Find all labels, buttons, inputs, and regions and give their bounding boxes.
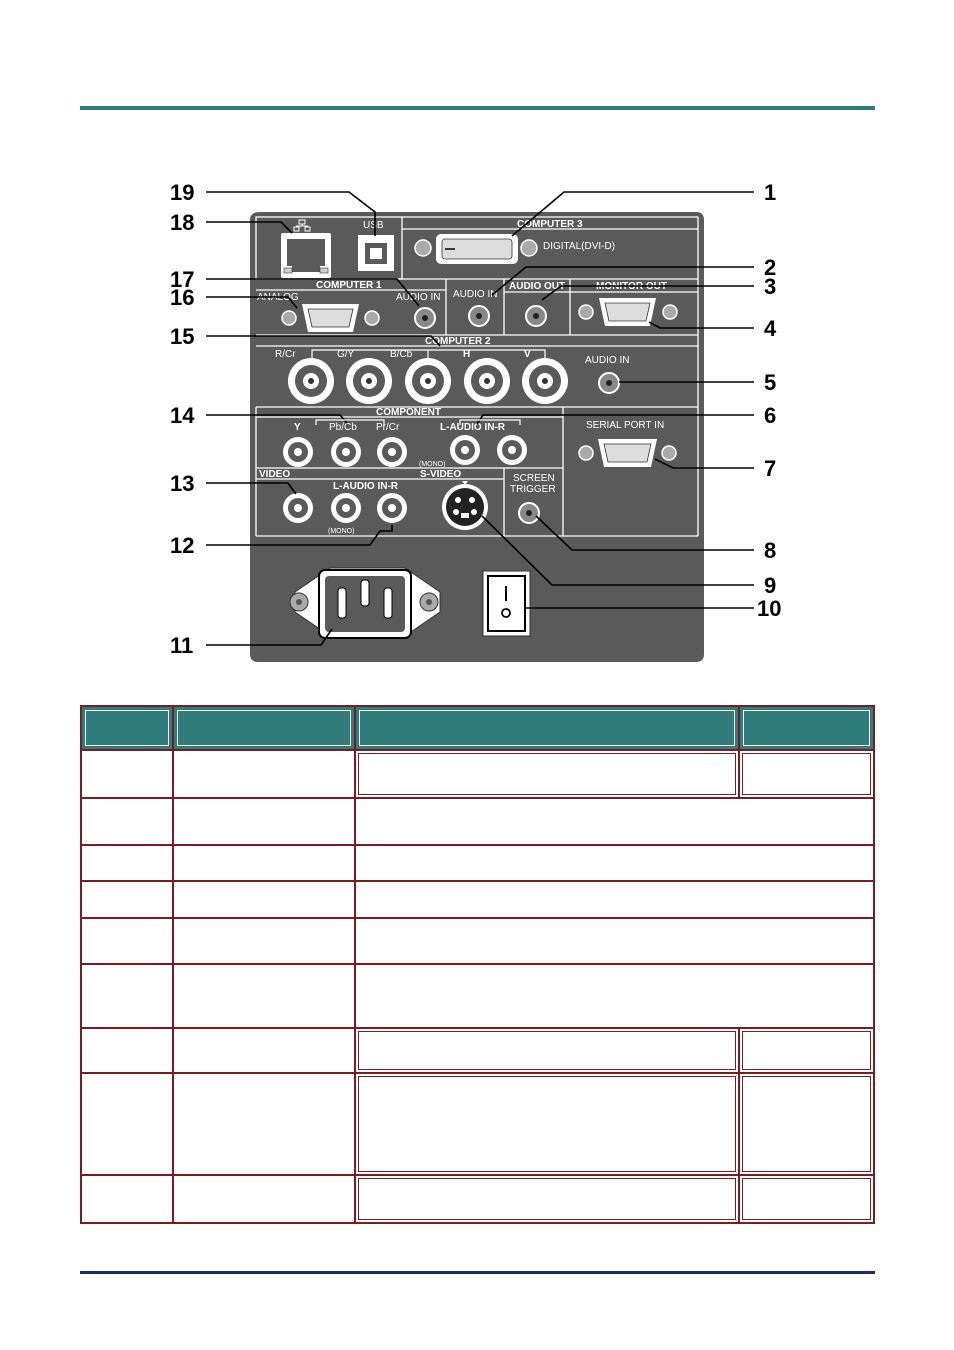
table-cell [355,881,874,918]
table-cell [355,845,874,881]
table-cell [173,798,355,845]
callout-19: 19 [170,180,195,205]
label-computer3: COMPUTER 3 [517,219,583,230]
table-header-cell [739,706,874,750]
table-cell [81,1073,173,1175]
callout-10: 10 [757,596,782,621]
label-component: COMPONENT [376,407,441,418]
callout-7: 7 [764,456,777,481]
callout-12: 12 [170,533,195,558]
table-cell [173,1175,355,1223]
table-row [81,750,874,798]
label-pr-cr: Pr/Cr [376,422,400,433]
label-pb-cb: Pb/Cb [329,422,357,433]
label-s-video: S-VIDEO [420,469,462,480]
table-header-cell [355,706,739,750]
table-cell [739,1175,874,1223]
label-audio-in-computer2: AUDIO IN [585,355,630,366]
label-screen: SCREEN [513,473,555,484]
label-r-cr: R/Cr [275,349,296,360]
table-cell [355,1028,739,1073]
callout-17: 17 [170,267,195,292]
table-cell [173,845,355,881]
label-h: H [463,349,471,360]
table-cell [739,1028,874,1073]
label-g-y: G/Y [337,349,355,360]
usb-port [358,235,394,271]
callout-1: 1 [764,180,777,205]
label-audio-in-computer1: AUDIO IN [396,292,441,303]
callout-18: 18 [170,210,195,235]
table-cell [739,750,874,798]
table-cell [81,1175,173,1223]
label-l-audio-in-r-component: L-AUDIO IN-R [440,422,505,433]
table-cell [81,1028,173,1073]
table-cell [81,798,173,845]
label-mono-video: (MONO) [328,528,355,535]
callout-numbers-right [757,180,781,621]
connector-table [80,705,875,1224]
table-cell [81,881,173,918]
label-monitor-out: MONITOR OUT [596,281,667,292]
callout-6: 6 [764,403,777,428]
table-row [81,845,874,881]
table-cell [173,918,355,964]
callout-3: 3 [764,274,777,299]
label-l-audio-in-r-video: L-AUDIO IN-R [333,481,398,492]
callout-5: 5 [764,370,777,395]
table-header-cell [81,706,173,750]
label-audio-out: AUDIO OUT [509,281,566,292]
label-computer1: COMPUTER 1 [316,280,382,291]
callout-13: 13 [170,471,195,496]
callout-11: 11 [170,633,194,658]
table-cell [355,750,739,798]
table-cell [355,964,874,1028]
table-row [81,798,874,845]
table-cell [81,750,173,798]
table-header-cell [173,706,355,750]
table-row [81,1073,874,1175]
table-cell [739,1073,874,1175]
callout-numbers-left [170,180,195,658]
label-b-cb: B/Cb [390,349,413,360]
label-usb: USB [363,220,384,231]
table-cell [81,918,173,964]
label-serial-port-in: SERIAL PORT IN [586,420,665,431]
table-cell [355,1175,739,1223]
label-audio-in-computer3: AUDIO IN [453,289,498,300]
label-analog: ANALOG [257,292,299,303]
callout-9: 9 [764,573,777,598]
table-cell [355,1073,739,1175]
label-y: Y [294,422,301,433]
table-cell [173,964,355,1028]
table-cell [355,798,874,845]
table-cell [355,918,874,964]
label-v: V [524,349,531,360]
table-cell [81,845,173,881]
lan-port [281,233,331,278]
callout-8: 8 [764,538,777,563]
label-mono-component: (MONO) [419,461,446,468]
table-row [81,1175,874,1223]
callout-16: 16 [170,285,195,310]
table-header-row [81,706,874,750]
table-cell [173,881,355,918]
table-cell [173,1028,355,1073]
label-digital-dvi: DIGITAL(DVI-D) [543,241,616,252]
power-switch [483,571,530,636]
footer-rule [80,1271,875,1274]
table-cell [173,1073,355,1175]
table-cell [81,964,173,1028]
label-trigger: TRIGGER [510,484,556,495]
callout-2: 2 [764,255,777,280]
callout-15: 15 [170,324,195,349]
callout-14: 14 [170,403,195,428]
label-computer2: COMPUTER 2 [425,336,491,347]
table-cell [173,750,355,798]
table-row [81,918,874,964]
callout-4: 4 [764,316,777,341]
table-row [81,1028,874,1073]
label-video: VIDEO [259,469,291,480]
table-row [81,881,874,918]
table-row [81,964,874,1028]
